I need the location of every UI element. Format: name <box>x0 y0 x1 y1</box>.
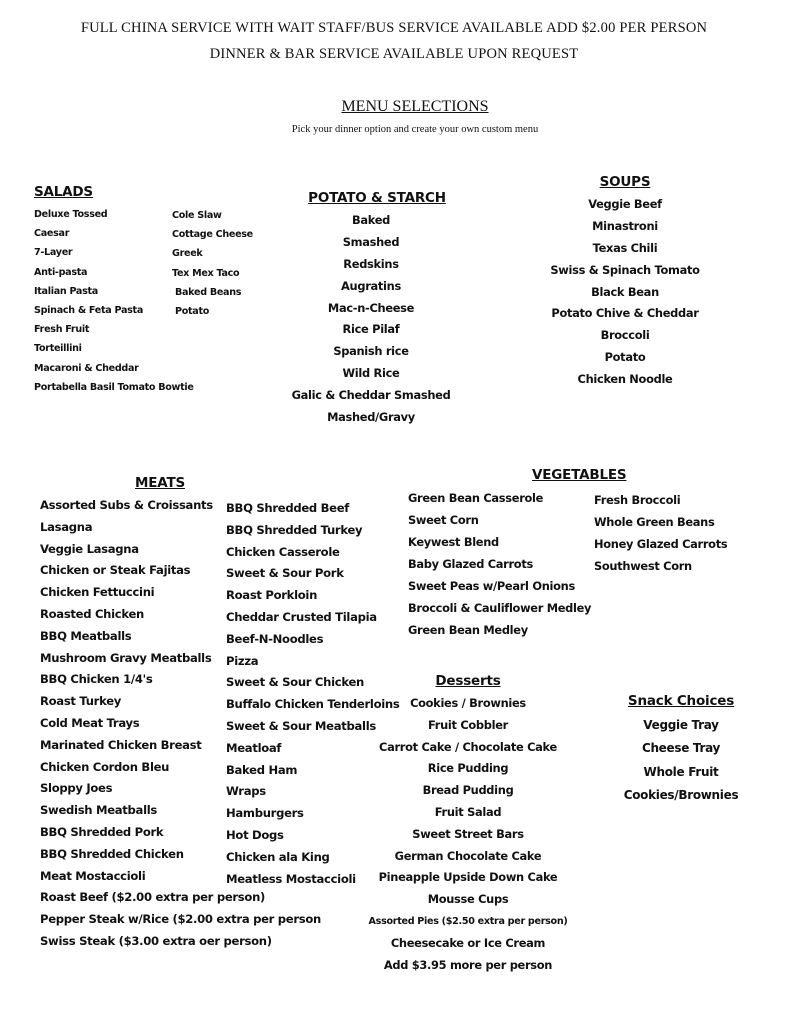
salads-heading: SALADS <box>34 184 93 200</box>
salad-item: Anti-pasta <box>34 266 88 278</box>
meat-item: Pizza <box>226 653 259 668</box>
dessert-item: Fruit Cobbler <box>428 717 508 732</box>
salad-item: Cole Slaw <box>172 210 222 221</box>
soup-item: Minastroni <box>592 218 658 233</box>
salad-item: Fresh Fruit <box>34 324 90 336</box>
potato-item: Augratins <box>341 278 401 293</box>
meat-item: Swedish Meatballs <box>40 803 158 818</box>
meat-item: BBQ Chicken 1/4's <box>40 672 153 687</box>
salad-item: Deluxe Tossed <box>34 209 108 220</box>
snack-item: Veggie Tray <box>643 718 719 732</box>
desserts-heading: Desserts <box>435 673 501 689</box>
dessert-item: German Chocolate Cake <box>394 848 542 863</box>
meat-item: Hot Dogs <box>226 827 284 842</box>
meat-item: Chicken or Steak Fajitas <box>40 563 191 578</box>
vegetables-heading: VEGETABLES <box>532 467 627 483</box>
meat-item: BBQ Shredded Chicken <box>40 846 184 861</box>
vegetables-list-2 <box>594 489 727 577</box>
snacks-heading: Snack Choices <box>627 693 735 709</box>
potato-heading: POTATO & STARCH <box>308 190 446 206</box>
vegetable-item: Sweet Peas w/Pearl Onions <box>408 579 575 593</box>
salads-list-2 <box>172 206 253 321</box>
meat-item: BBQ Shredded Pork <box>40 824 164 839</box>
meat-item: Chicken Casserole <box>226 544 340 559</box>
potato-list <box>276 210 466 429</box>
dessert-item: Sweet Street Bars <box>412 826 524 841</box>
soup-item: Swiss & Spinach Tomato <box>550 262 700 277</box>
meats-heading: MEATS <box>135 475 185 491</box>
vegetable-item: Keywest Blend <box>408 535 499 549</box>
soups-heading: SOUPS <box>599 174 651 190</box>
meat-item: Meatloaf <box>226 740 282 755</box>
potato-item: Mashed/Gravy <box>327 410 415 425</box>
meat-item: Chicken Cordon Bleu <box>40 759 170 774</box>
potato-item: Redskins <box>343 256 399 271</box>
meat-item: Assorted Subs & Croissants <box>40 498 213 512</box>
potato-item: Smashed <box>342 234 400 249</box>
vegetable-item: Southwest Corn <box>594 559 692 573</box>
meat-item: Cold Meat Trays <box>40 715 140 730</box>
salad-item: Greek <box>172 248 203 260</box>
vegetable-item: Fresh Broccoli <box>594 493 681 507</box>
soup-item: Veggie Beef <box>588 197 662 211</box>
desserts-list <box>368 693 568 976</box>
meat-item: Baked Ham <box>226 762 298 777</box>
vegetable-item: Baby Glazed Carrots <box>408 557 533 571</box>
meat-item: Chicken ala King <box>226 849 330 864</box>
vegetable-item: Honey Glazed Carrots <box>594 537 728 551</box>
service-note: FULL CHINA SERVICE WITH WAIT STAFF/BUS SERVICE AVAILABLE ADD $2.00 PER PERSON <box>80 20 708 36</box>
menu-subtitle: Pick your dinner option and create your own custom menu <box>291 124 539 135</box>
meat-item: Roast Turkey <box>40 694 122 709</box>
salad-item: Spinach & Feta Pasta <box>34 304 144 316</box>
snack-item: Cheese Tray <box>641 741 721 756</box>
meat-item: Roasted Chicken <box>40 606 144 621</box>
snacks-list <box>616 714 746 807</box>
salad-item: Tex Mex Taco <box>172 267 240 279</box>
salad-item: Torteillini <box>34 343 82 355</box>
meat-item: BBQ Shredded Beef <box>226 501 350 515</box>
salads-list-1 <box>34 205 194 397</box>
potato-item: Wild Rice <box>342 366 400 381</box>
menu-title: MENU SELECTIONS <box>341 98 489 115</box>
dessert-item: Pineapple Upside Down Cake <box>378 870 558 885</box>
meat-item: Mushroom Gravy Meatballs <box>40 650 212 665</box>
dessert-item: Bread Pudding <box>422 783 514 798</box>
meat-item: Chicken Fettuccini <box>40 585 155 600</box>
salad-item: Portabella Basil Tomato Bowtie <box>34 381 194 393</box>
soup-item: Potato <box>604 350 646 365</box>
dessert-item: Rice Pudding <box>427 761 509 776</box>
meat-item: Hamburgers <box>226 806 304 821</box>
soup-item: Broccoli <box>600 328 650 343</box>
vegetable-item: Green Bean Medley <box>408 623 528 637</box>
meat-item: Meat Mostaccioli <box>40 868 146 883</box>
snack-item: Whole Fruit <box>643 764 719 779</box>
potato-item: Baked <box>351 213 391 227</box>
potato-item: Galic & Cheddar Smashed <box>291 388 451 403</box>
meat-item: Roast Beef ($2.00 extra per person) <box>40 890 266 905</box>
salad-item: Macaroni & Cheddar <box>34 362 139 374</box>
potato-item: Mac-n-Cheese <box>327 300 415 315</box>
dessert-item: Add $3.95 more per person <box>383 957 553 972</box>
vegetables-list-1 <box>408 487 591 641</box>
meat-item: Veggie Lasagna <box>40 541 139 556</box>
vegetable-item: Whole Green Beans <box>594 515 715 529</box>
potato-item: Spanish rice <box>333 344 409 359</box>
dessert-item: Cookies / Brownies <box>410 696 526 710</box>
salad-item: Cottage Cheese <box>172 229 253 241</box>
salad-item: Potato <box>175 305 210 317</box>
meat-item: Roast Porkloin <box>226 588 318 603</box>
soup-item: Chicken Noodle <box>577 372 673 387</box>
meat-item: Sloppy Joes <box>40 781 113 796</box>
soup-item: Potato Chive & Cheddar <box>551 306 699 321</box>
salad-item: Baked Beans <box>175 286 242 298</box>
vegetable-item: Broccoli & Cauliflower Medley <box>408 601 592 615</box>
meat-item: Lasagna <box>40 519 93 534</box>
meat-item: Pepper Steak w/Rice ($2.00 extra per person <box>40 912 322 927</box>
salad-item: Caesar <box>34 228 70 240</box>
meat-item: Buffalo Chicken Tenderloins <box>226 697 400 712</box>
dessert-item: Carrot Cake / Chocolate Cake <box>379 739 557 754</box>
dessert-item: Mousse Cups <box>427 892 509 907</box>
meat-item: Beef-N-Noodles <box>226 631 324 646</box>
meat-item: Swiss Steak ($3.00 extra oer person) <box>40 933 272 948</box>
potato-item: Rice Pilaf <box>342 322 400 337</box>
dessert-item: Cheesecake or Ice Cream <box>390 935 546 950</box>
meat-item: Sweet & Sour Pork <box>226 566 344 581</box>
soup-item: Black Bean <box>591 284 659 299</box>
meat-item: Sweet & Sour Meatballs <box>226 718 376 733</box>
meat-item: Sweet & Sour Chicken <box>226 675 364 690</box>
meat-item: Cheddar Crusted Tilapia <box>226 609 377 624</box>
soup-item: Texas Chili <box>592 240 658 255</box>
snack-item: Cookies/Brownies <box>623 787 739 802</box>
salad-item: 7-Layer <box>34 247 73 259</box>
meat-item: Wraps <box>226 784 266 799</box>
dessert-item: Assorted Pies ($2.50 extra per person) <box>368 915 568 927</box>
vegetable-item: Green Bean Casserole <box>408 491 544 505</box>
vegetable-item: Sweet Corn <box>408 513 479 527</box>
meat-item: BBQ Shredded Turkey <box>226 522 363 537</box>
salad-item: Italian Pasta <box>34 285 98 297</box>
meat-item: Marinated Chicken Breast <box>40 737 202 752</box>
meat-item: BBQ Meatballs <box>40 628 132 643</box>
dessert-item: Fruit Salad <box>434 804 502 819</box>
dinner-bar-note: DINNER & BAR SERVICE AVAILABLE UPON REQUEST <box>209 46 579 62</box>
meat-item: Meatless Mostaccioli <box>226 871 356 886</box>
soups-list <box>540 194 710 391</box>
